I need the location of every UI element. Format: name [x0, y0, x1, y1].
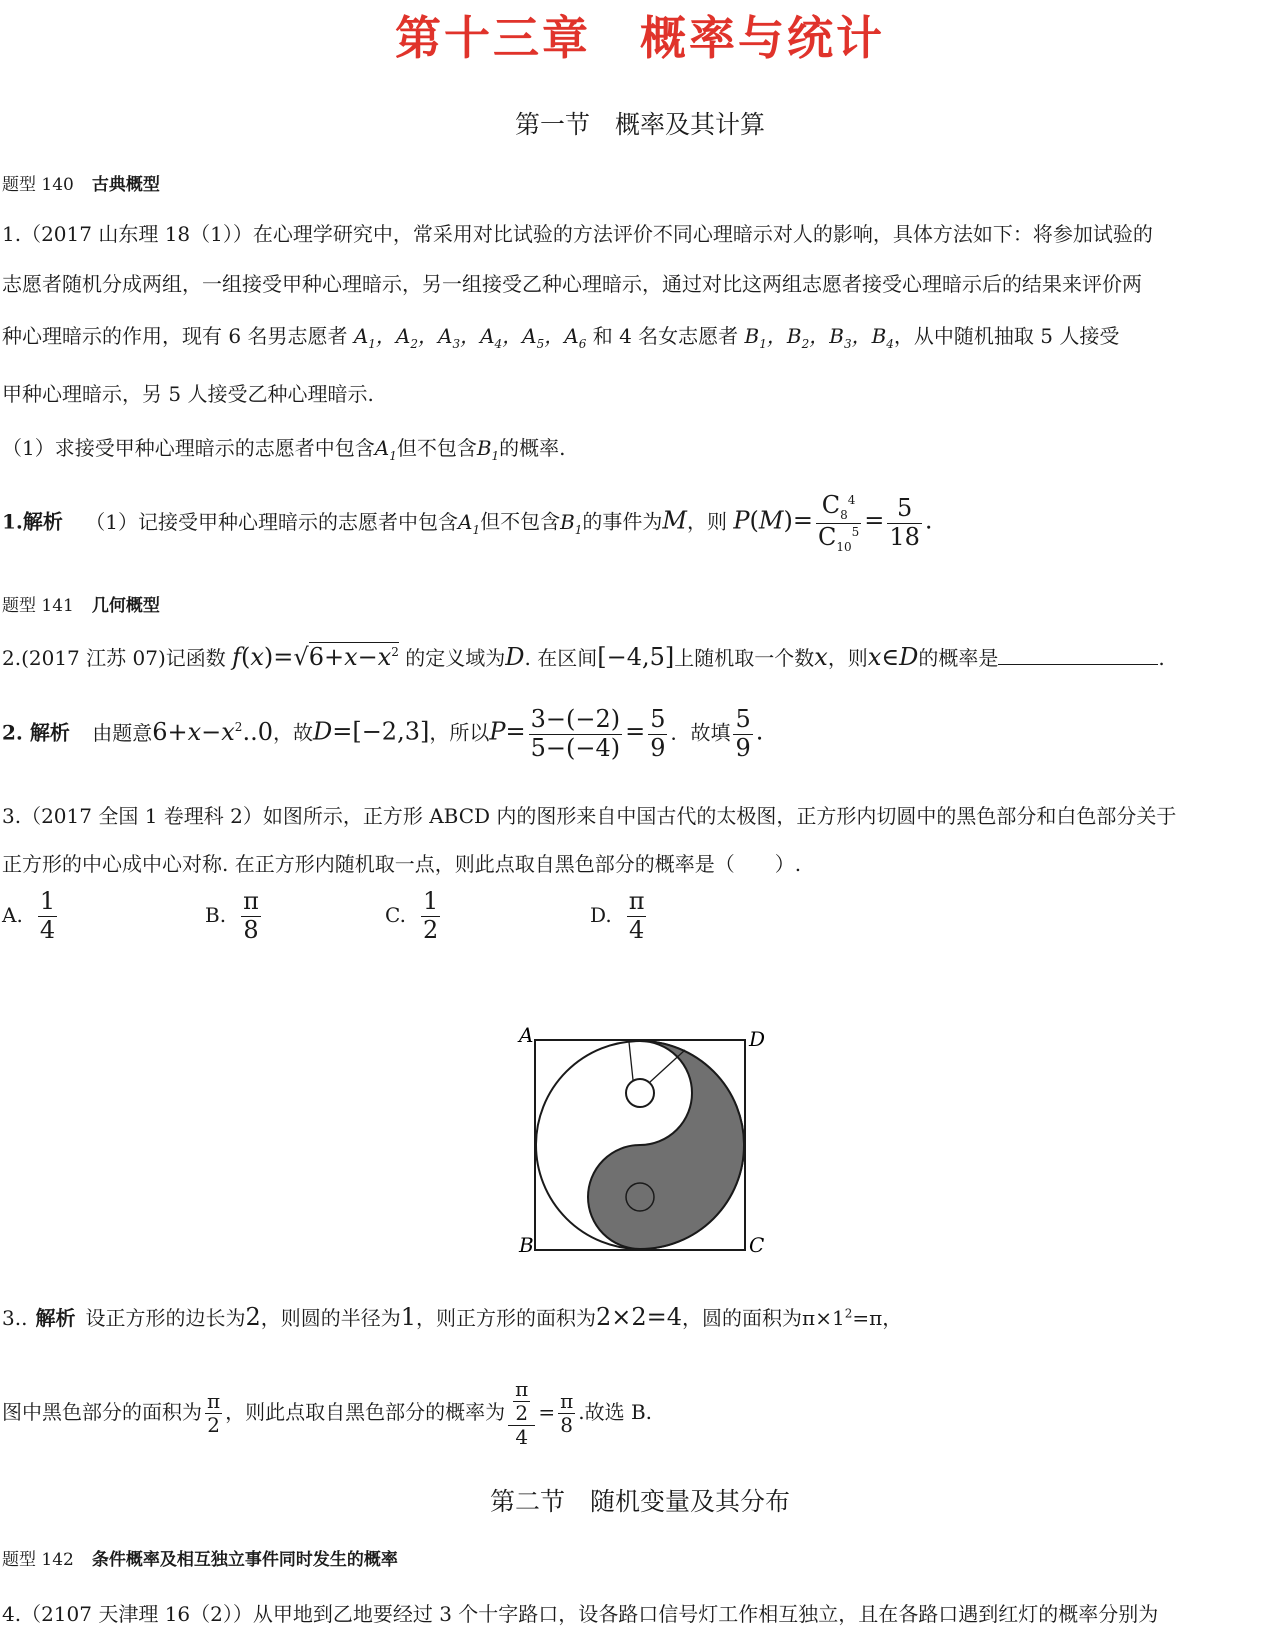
vertex-label-d: D [749, 1027, 765, 1051]
membership: x∈D [867, 643, 919, 671]
vertex-label-a: A [519, 1023, 534, 1047]
a1-pre: （1）记接受甲种心理暗示的志愿者中包含 [85, 509, 458, 534]
answer-denominator: 9 [735, 733, 751, 762]
result-denominator: 18 [889, 522, 920, 551]
ratio-denominator: 5−(−4) [530, 733, 621, 762]
answer-fraction: $\frac{\pi}{8}$ [560, 1389, 574, 1437]
a3-line1-d: ，圆的面积为 [682, 1306, 803, 1330]
q1-sub1-pre: （1）求接受甲种心理暗示的志愿者中包含 [2, 436, 375, 460]
option-numerator: π [628, 887, 645, 915]
female-volunteer-symbols: $B_1$，$B_2$，$B_3$，$B_4$ [744, 324, 894, 351]
a3-label: 解析 [35, 1306, 76, 1330]
option-letter: B. [205, 902, 227, 927]
a3-number: 3.. [2, 1306, 28, 1330]
q2-mid1: 的定义域为 [405, 646, 506, 670]
a2-mid1: ，故 [272, 720, 313, 745]
a3-line2-a: 图中黑色部分的面积为 [2, 1400, 202, 1424]
function-expression: $f(x)=√6+x-x^2$ [232, 643, 399, 671]
a3-line2-c: .故选 B. [578, 1400, 653, 1424]
option-letter: C. [385, 902, 406, 927]
a3-line1-b: ，则圆的半径为 [260, 1306, 401, 1330]
q1-line4: 甲种心理暗示，另 5 人接受乙种心理暗示. [2, 382, 374, 406]
option-denominator: 8 [243, 915, 259, 944]
black-dot [626, 1183, 654, 1211]
q1-sub1-post: 的概率. [499, 436, 566, 460]
compound-fraction: $\frac{\frac{\pi}{2}}{4}$ [508, 1378, 535, 1449]
domain-d: D [505, 643, 525, 671]
option-numerator: 1 [39, 887, 56, 915]
inequality: $6+x-x^2..0$ [152, 717, 273, 746]
q1-sub1-mid: 但不包含 [396, 436, 477, 460]
interval: [−4,5] [597, 643, 675, 671]
q1-line3-post: ，从中随机抽取 5 人接受 [893, 324, 1120, 348]
option-letter: A. [2, 902, 23, 927]
combination-fraction: $\frac{C_8^4}{C_{10}^5}$ [817, 491, 860, 554]
question-type-number: 题型 140 [2, 175, 74, 195]
symbol-a1: $A_1$ [374, 436, 397, 463]
a1-post: 的事件为 [582, 509, 663, 534]
q1-line1: 1.（2017 山东理 18（1））在心理学研究中，常采用对比试验的方法评价不同心理暗示对人的影响，具体方法如下：将参加试验的 [2, 222, 1153, 246]
section-title-1: 第一节 概率及其计算 [514, 110, 765, 139]
black-area-fraction: $\frac{\pi}{2}$ [207, 1389, 221, 1437]
a3-line2-b: ，则此点取自黑色部分的概率为 [225, 1400, 506, 1424]
a3-line1: 3.. 解析 设正方形的边长为2，则圆的半径为1，则正方形的面积为2×2=4，圆的面积为$\pi\times 1^2=\pi$， [2, 1303, 903, 1331]
circle-area: $\pi\times 1^2=\pi$ [802, 1306, 883, 1330]
a2-pre: 由题意 [92, 720, 153, 745]
option-letter: D. [590, 902, 612, 927]
a1-solution: 1.解析 （1）记接受甲种心理暗示的志愿者中包含$A_1$但不包含$B_1$的事件为M，则 P(M)= $\frac{C_8^4}{C_{10}^5}$ = $\frac{5}{18}$ . [2, 491, 933, 554]
vertex-label-c: C [749, 1233, 765, 1257]
q4-line1: 4.（2107 天津理 16（2））从甲地到乙地要经过 3 个十字路口，设各路口信号灯工作相互独立，且在各路口遇到红灯的概率分别为 [2, 1602, 1159, 1626]
answer-blank [998, 644, 1158, 665]
question-type-140 [2, 170, 160, 195]
taiji-figure [505, 1020, 765, 1260]
q1-line3 [2, 320, 1119, 351]
vertex-label-b: B [519, 1233, 534, 1257]
a1-mid: 但不包含 [480, 509, 561, 534]
symbol-b1: $B_1$ [560, 509, 583, 537]
option-c [385, 888, 443, 944]
a1-label: 1.解析 [2, 509, 63, 534]
event-m: M [662, 506, 687, 535]
question-type-name: 古典概型 [91, 175, 160, 195]
question-type-number: 题型 141 [2, 596, 74, 616]
result-numerator: 5 [887, 495, 922, 524]
probability-expression: P(M)= [733, 506, 813, 535]
q2-post: 的概率是 [918, 646, 999, 670]
question-type-name: 条件概率及相互独立事件同时发生的概率 [91, 1550, 398, 1570]
question-type-141 [2, 591, 160, 616]
option-fraction [627, 888, 647, 944]
domain-result: D=[−2,3] [312, 717, 430, 746]
option-denominator: 4 [628, 915, 645, 944]
q1-line3-mid: 和 4 名女志愿者 [592, 324, 739, 348]
a3-line1-a: 设正方形的边长为 [85, 1306, 246, 1330]
a3-line1-c: ，则正方形的面积为 [416, 1306, 597, 1330]
a2-solution: 2. 解析 由题意$6+x-x^2..0$，故D=[−2,3]，所以P= $\frac{3-(-2)}{5-(-4)}$ = $\frac{5}{9}$ ．故填 $\frac{5}{9}$ . [2, 705, 764, 762]
question-type-142 [2, 1545, 398, 1570]
white-dot [626, 1079, 654, 1107]
q2-text: 2.(2017 江苏 07)记函数 $f(x)=√6+x-x^2$ 的定义域为D. 在区间[−4,5]上随机取一个数x，则x∈D的概率是 . [2, 643, 1165, 671]
option-numerator: 1 [422, 887, 439, 915]
option-fraction [241, 888, 261, 944]
q2-mid3: 上随机取一个数 [674, 646, 815, 670]
a3-line2: 图中黑色部分的面积为 $\frac{\pi}{2}$ ，则此点取自黑色部分的概率为 $\frac{\frac{\pi}{2}}{4}$ = $\frac{\pi}{8}$ .故选 B. [2, 1377, 653, 1449]
a1-comma: ，则 [687, 509, 727, 534]
q1-line3-pre: 种心理暗示的作用，现有 6 名男志愿者 [2, 324, 348, 348]
option-fraction [38, 888, 57, 944]
variable-x: x [814, 643, 828, 671]
probability-fraction [648, 706, 667, 762]
question-type-name: 几何概型 [91, 596, 160, 616]
answer-fraction [733, 706, 752, 762]
question-type-number: 题型 142 [2, 1550, 74, 1570]
result-fraction [887, 495, 922, 551]
probability-denominator: 9 [650, 733, 666, 762]
option-fraction [421, 888, 440, 944]
q1-line2: 志愿者随机分成两组，一组接受甲种心理暗示，另一组接受乙种心理暗示，通过对比这两组志愿者接受心理暗示后的结果来评价两 [2, 272, 1142, 296]
option-a [2, 888, 60, 944]
a2-mid2: ，所以 [429, 720, 490, 745]
male-volunteer-symbols: $A_1$，$A_2$，$A_3$，$A_4$，$A_5$，$A_6$ [353, 324, 587, 351]
option-numerator: π [243, 887, 259, 915]
q2-mid4: ，则 [827, 646, 868, 670]
option-b [205, 888, 264, 944]
option-denominator: 2 [422, 915, 439, 944]
option-denominator: 4 [39, 915, 56, 944]
probability-numerator: 5 [650, 705, 666, 733]
chapter-title: 第十三章 概率与统计 [395, 11, 885, 65]
q2-mid2: . 在区间 [524, 646, 598, 670]
q3-line2: 正方形的中心成中心对称. 在正方形内随机取一点，则此点取自黑色部分的概率是（ ）. [2, 852, 802, 876]
symbol-a1: $A_1$ [457, 509, 481, 537]
answer-numerator: 5 [735, 705, 751, 733]
length-ratio-fraction [529, 706, 622, 762]
q3-line1: 3.（2017 全国 1 卷理科 2）如图所示，正方形 ABCD 内的图形来自中国古代的太极图，正方形内切圆中的黑色部分和白色部分关于 [2, 804, 1177, 828]
section-title-2: 第二节 随机变量及其分布 [489, 1487, 790, 1516]
q1-sub1 [2, 432, 566, 463]
a2-label: 2. 解析 [2, 720, 70, 745]
a2-mid3: ．故填 [670, 720, 731, 745]
ratio-numerator: 3−(−2) [530, 705, 621, 733]
symbol-b1: $B_1$ [476, 436, 500, 463]
option-d [590, 888, 649, 944]
q2-pre: 2.(2017 江苏 07)记函数 [2, 646, 226, 670]
